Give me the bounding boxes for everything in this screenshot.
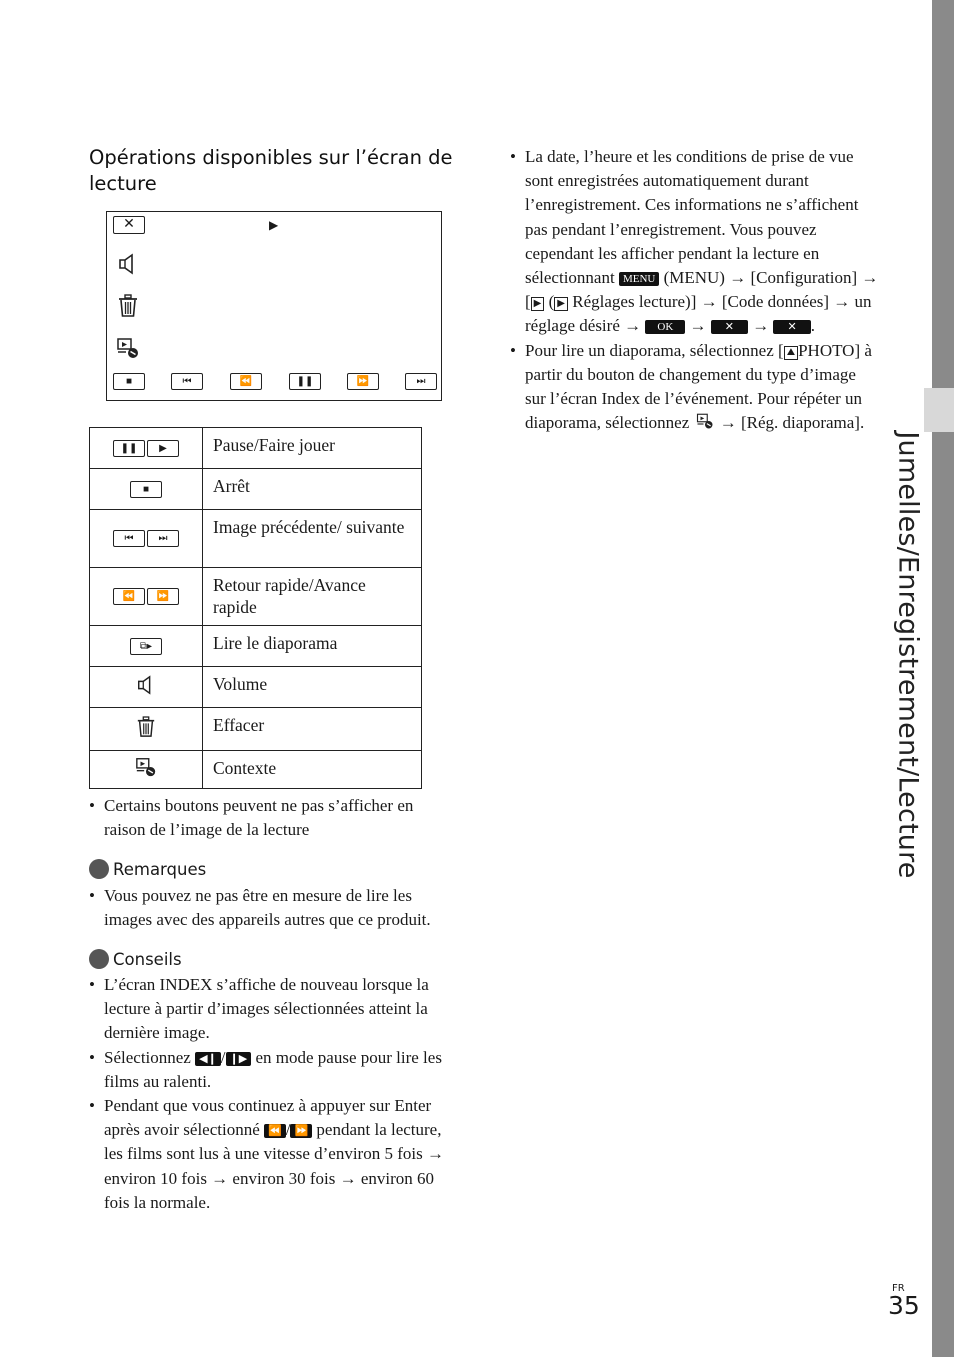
buttons-note [89, 794, 449, 842]
table-cell-label: Arrêt [203, 469, 422, 510]
language-code: FR [892, 1283, 905, 1294]
b1-text-d: Réglages lecture)] → [Code données] → un réglage désiré → [525, 292, 872, 336]
slideshow-icon-cell [90, 626, 203, 667]
slow-forward-icon: ❙▶ [226, 1052, 252, 1066]
next-icon[interactable]: ⏭ [405, 373, 437, 390]
table-row [90, 428, 422, 469]
playback-screen [106, 211, 442, 401]
trash-icon [136, 716, 156, 738]
photo-icon: ⛰ [784, 346, 798, 360]
conseil2-text-b: en mode pause pour lire les films au ralenti. [104, 1047, 442, 1091]
pause-icon: ❚❚ [113, 440, 145, 457]
b2-text-a: Pour lire un diaporama, sélectionnez [ [525, 340, 784, 360]
list-item: • Sélectionnez ◀❙ / ❙▶ en mode pause pour lire les films au ralenti. [89, 1046, 461, 1094]
rewind-icon: ⏪ [113, 588, 145, 605]
table-row [90, 667, 422, 708]
side-tab [924, 388, 954, 432]
b1-text-b: (MENU) → [Configuration] → [663, 268, 879, 288]
conseil2-text-a: Sélectionnez [104, 1047, 191, 1067]
list-item: • Pendant que vous continuez à appuyer sur Enter après avoir sélectionné ⏪ / ⏩ pendant la lecture, les films sont lus à une vitesse d’environ 5 fois → environ 10 fois → environ 30 fois → environ 60 fois la normale. [89, 1094, 461, 1215]
remarques-title: Remarques [113, 860, 207, 879]
list-item: • La date, l’heure et les conditions de prise de vue sont enregistrées automatiquement durant l’enregistrement. Ces informations ne s’affichent pas pendant l’enregistrement. Vous pouvez cependant les afficher pendant la lecture en sélectionnant MENU (MENU) → [Configuration] → [ ▶ ( ▶ Réglages lecture)] → [Code données] → un réglage désiré → OK → ✕ → ✕ . [510, 145, 880, 339]
table-cell-label: Retour rapide/Avance rapide [203, 568, 422, 626]
table-cell-label: Pause/Faire jouer [203, 428, 422, 469]
playback-icon: ▶ [531, 297, 545, 311]
remarques-heading [89, 859, 206, 881]
table-row [90, 626, 422, 667]
section-side-title: Jumelles/Enregistrement/Lecture [892, 431, 924, 879]
list-item [510, 339, 880, 436]
previous-icon: ⏮ [113, 530, 145, 547]
page-number: 35 [888, 1291, 920, 1320]
context-icon[interactable] [117, 336, 139, 360]
trash-icon[interactable] [117, 294, 139, 318]
conseils-list [89, 973, 461, 1215]
slideshow-icon: ⧉▸ [130, 638, 162, 655]
list-item: • L’écran INDEX s’affiche de nouveau lorsque la lecture à partir d’images sélectionnées atteint la dernière image. [89, 973, 461, 1046]
context-icon-cell [90, 751, 203, 789]
remarques-list [89, 884, 457, 932]
fast-forward-icon: ⏩ [290, 1124, 312, 1138]
rewind-icon: ⏪ [264, 1124, 286, 1138]
lightbulb-icon [89, 949, 109, 969]
menu-badge: MENU [619, 272, 659, 286]
table-row [90, 510, 422, 568]
play-indicator-icon: ▶ [269, 218, 279, 232]
playback-icon: ▶ [554, 297, 568, 311]
b2-text-c: → [Rég. diaporama]. [719, 413, 865, 433]
table-row [90, 708, 422, 751]
conseil3-text-a: Pendant que vous continuez à appuyer sur Enter après avoir sélectionné [104, 1096, 432, 1140]
conseils-heading [89, 949, 182, 971]
warning-icon [89, 859, 109, 879]
trash-icon-cell [90, 708, 203, 751]
close-badge-icon: ✕ [773, 320, 810, 334]
table-cell-label: Image précédente/ suivante [203, 510, 422, 568]
stop-icon: ■ [130, 481, 162, 498]
stop-icon[interactable]: ■ [113, 373, 145, 390]
fast-forward-icon: ⏩ [147, 588, 179, 605]
next-icon: ⏭ [147, 530, 179, 547]
conseil3-text-b: pendant la lecture, les films sont lus à une vitesse d’environ 5 fois → environ 10 fois → environ 30 fois → environ 60 fois la normale. [104, 1120, 444, 1212]
ok-badge: OK [645, 320, 685, 334]
rewind-fastforward-icons [90, 568, 203, 626]
rewind-icon[interactable]: ⏪ [230, 373, 262, 390]
volume-icon [136, 674, 156, 696]
previous-next-icons [90, 510, 203, 568]
table-cell-label: Effacer [203, 708, 422, 751]
close-icon[interactable]: ✕ [113, 216, 145, 234]
list-item: • Certains boutons peuvent ne pas s’afficher en raison de l’image de la lecture [89, 794, 449, 842]
slow-rewind-icon: ◀❙ [195, 1052, 221, 1066]
play-icon: ▶ [147, 440, 179, 457]
b1-text-c: ( [548, 292, 555, 312]
table-cell-label: Volume [203, 667, 422, 708]
table-row [90, 469, 422, 510]
list-item: • Vous pouvez ne pas être en mesure de lire les images avec des appareils autres que ce produit. [89, 884, 457, 932]
table-row [90, 568, 422, 626]
right-notes [510, 145, 880, 435]
volume-icon[interactable] [117, 252, 139, 276]
volume-icon-cell [90, 667, 203, 708]
previous-icon[interactable]: ⏮ [171, 373, 203, 390]
close-badge-icon: ✕ [711, 320, 748, 334]
b1-text-a: La date, l’heure et les conditions de prise de vue sont enregistrées automatiquement durant l’enregistrement. Ces informations ne s’affichent pas pendant l’enregistrement. Vous pouvez cependant les afficher pendant la lecture en sélectionnant [525, 147, 859, 288]
table-cell-label: Lire le diaporama [203, 626, 422, 667]
fast-forward-icon[interactable]: ⏩ [347, 373, 379, 390]
table-cell-label: Contexte [203, 751, 422, 789]
context-icon [694, 412, 716, 430]
stop-icon-cell [90, 469, 203, 510]
b2-text-b: PHOTO] à partir du bouton de changement du type d’image sur l’écran Index de l’événement. Pour répéter un diaporama, sélectionnez [525, 340, 872, 433]
pause-icon[interactable]: ❚❚ [289, 373, 321, 390]
operations-table [89, 427, 422, 789]
page-title: Opérations disponibles sur l’écran de lecture [89, 146, 453, 195]
side-bar [932, 0, 954, 1357]
table-row [90, 751, 422, 789]
conseils-title: Conseils [113, 950, 182, 969]
pause-play-icons [90, 428, 203, 469]
context-icon [135, 756, 157, 778]
